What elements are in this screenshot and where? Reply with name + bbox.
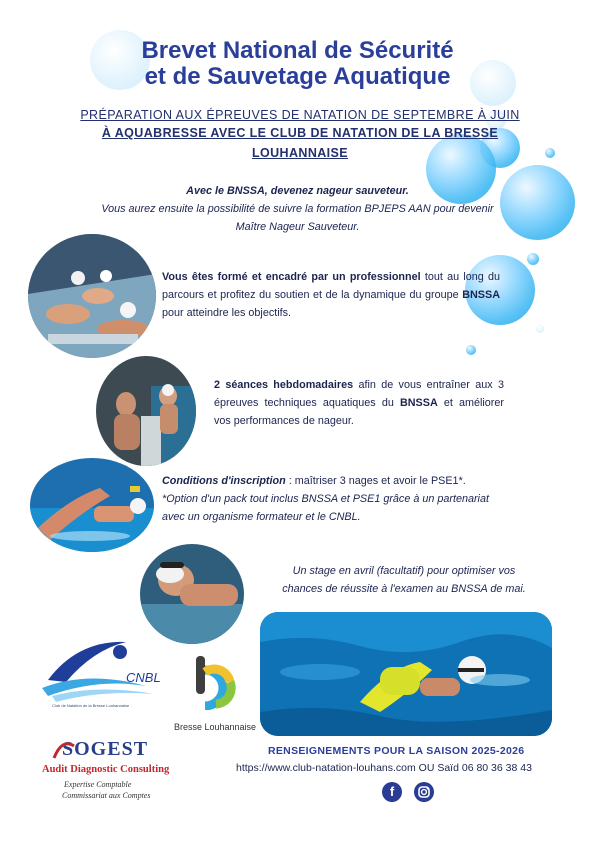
photo-crawl-swimmer — [30, 458, 154, 552]
photo-goggles-swimmer — [140, 544, 244, 644]
intro-line-1: Vous aurez ensuite la possibilité de suivre la formation BPJEPS AAN pour devenir — [101, 203, 494, 215]
section-conditions — [162, 472, 502, 526]
cnbl-name: CNBL — [126, 670, 161, 685]
subtitle-club: LOUHANNAISE — [251, 146, 349, 160]
bresse-louhannaise-logo — [168, 650, 288, 740]
trained-bnssa: BNSSA — [462, 289, 500, 301]
bubble-decoration — [466, 345, 476, 355]
photo-poolside — [96, 356, 196, 466]
sessions-bnssa: BNSSA — [399, 397, 438, 409]
page-title — [0, 38, 595, 90]
trained-text-1: tout au long du parcours et profitez du soutien et de la dynamique du groupe — [162, 271, 500, 301]
subtitle-preparation: PRÉPARATION AUX ÉPREUVES DE NATATION DE SEPTEMBRE À JUIN — [80, 108, 520, 122]
section-trained — [162, 268, 500, 322]
bresse-name: Bresse Louhannaise — [174, 722, 257, 732]
sogest-line-1: Expertise Comptable — [64, 780, 132, 789]
contact-line: https://www.club-natation-louhans.com OU Saïd 06 80 36 38 43 — [236, 762, 532, 774]
sessions-text-1: afin de vous entraîner aux 3 épreuves techniques aquatiques du — [214, 379, 504, 409]
instagram-icon[interactable] — [414, 782, 434, 802]
conditions-text-2: *Option d'un pack tout inclus BNSSA et PSE1 grâce à un partenariat avec un organisme formateur et le CNBL. — [162, 493, 489, 523]
sessions-lead: 2 séances hebdomadaires — [214, 379, 354, 391]
cnbl-logo — [38, 630, 168, 710]
sogest-subtitle: Audit Diagnostic Consulting — [42, 764, 170, 775]
bubble-decoration — [527, 253, 539, 265]
sogest-line-2: Commissariat aux Comptes — [62, 791, 151, 800]
facebook-icon[interactable]: f — [382, 782, 402, 802]
section-stage — [246, 562, 562, 598]
title-line-1: Brevet National de Sécurité — [141, 37, 454, 64]
trained-text-2: pour atteindre les objectifs. — [162, 307, 292, 319]
section-sessions — [214, 376, 504, 430]
sogest-logo — [28, 738, 198, 808]
photo-rescue-swimmer — [260, 612, 552, 736]
subtitle-location: À AQUABRESSE AVEC LE CLUB DE NATATION DE LA BRESSE — [101, 126, 499, 140]
conditions-lead: Conditions d'inscription — [162, 475, 286, 487]
stage-line-1: Un stage en avril (facultatif) pour optimiser vos — [292, 565, 516, 577]
stage-line-2: chances de réussite à l'examen au BNSSA de mai. — [282, 583, 526, 595]
cnbl-tagline: Club de Natation de la Bresse Louhannaise — [52, 703, 130, 708]
bubble-decoration — [536, 325, 544, 333]
intro-headline: Avec le BNSSA, devenez nageur sauveteur. — [186, 185, 409, 197]
conditions-text-1: : maîtriser 3 nages et avoir le PSE1*. — [285, 475, 466, 487]
intro-block — [70, 182, 525, 236]
contact-title: RENSEIGNEMENTS POUR LA SAISON 2025-2026 — [268, 745, 525, 757]
title-line-2: et de Sauvetage Aquatique — [144, 63, 451, 90]
sessions-text-2: et améliorer vos performances de nageur. — [214, 397, 504, 427]
photo-training-group — [28, 234, 156, 358]
intro-line-2: Maître Nageur Sauveteur. — [235, 221, 360, 233]
sogest-name: SOGEST — [62, 738, 149, 760]
trained-lead: Vous êtes formé et encadré par un professionnel — [162, 271, 421, 283]
